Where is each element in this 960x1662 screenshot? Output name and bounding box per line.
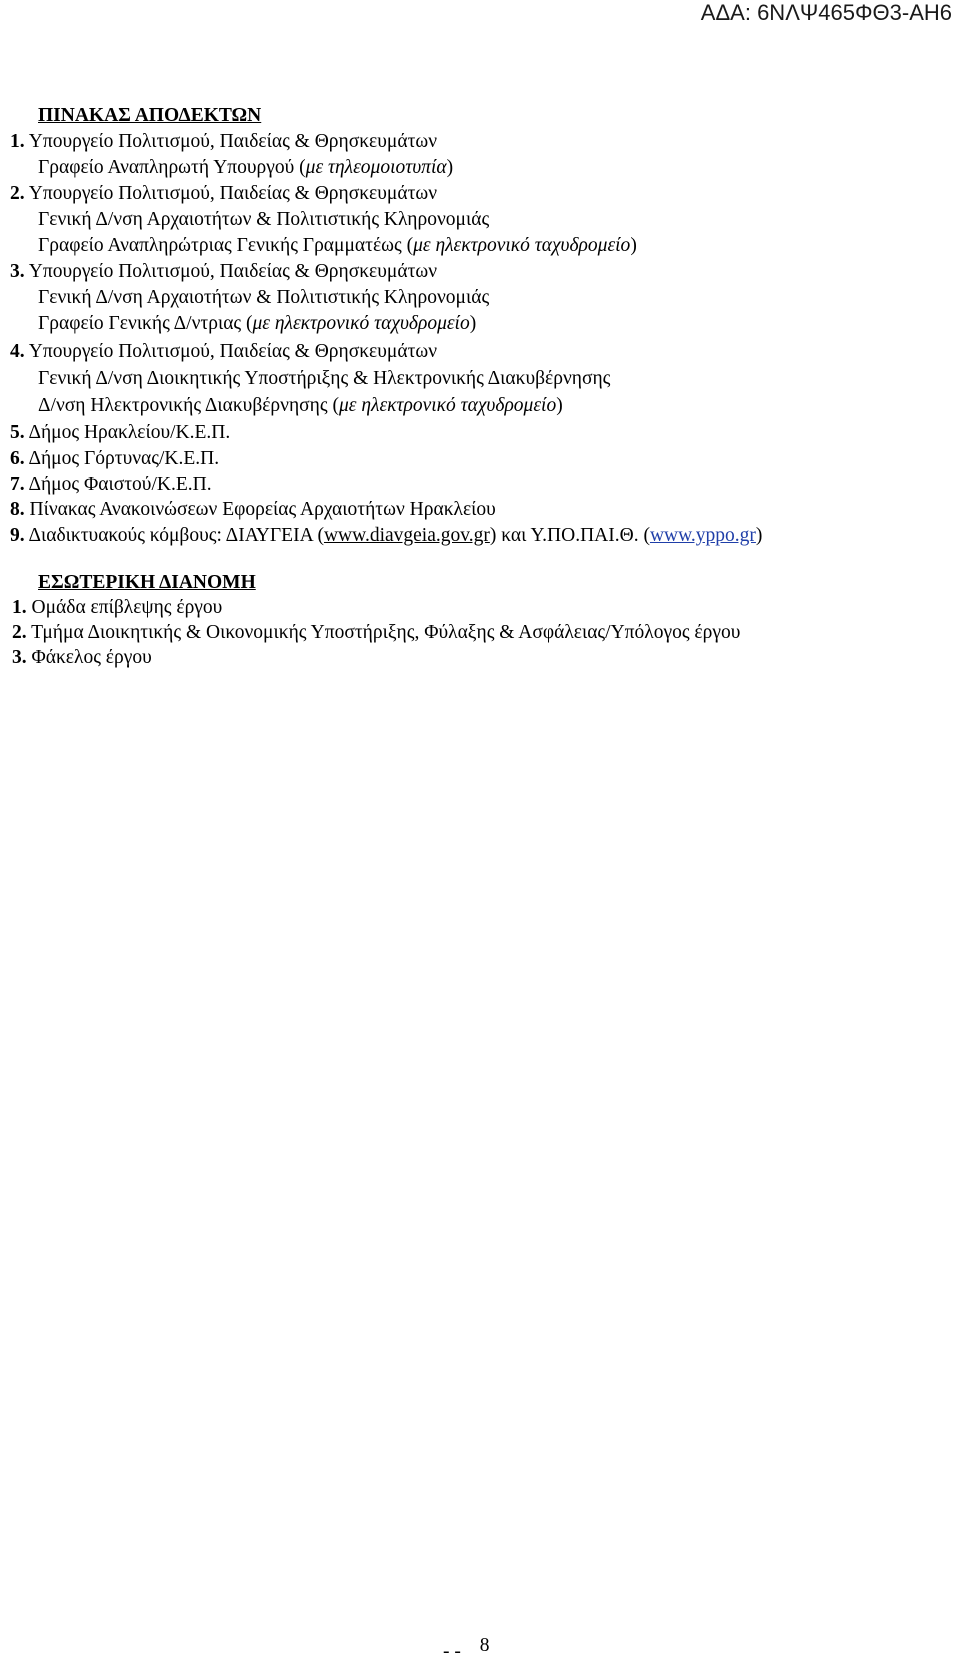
item-text: Γραφείο Αναπληρώτριας Γενικής Γραμματέως ( bbox=[38, 235, 414, 256]
item-text: ) bbox=[630, 235, 637, 256]
item-text: Τμήμα Διοικητικής & Οικονομικής Υποστήριξης, Φύλαξης & Ασφάλειας/Υπόλογος έργου bbox=[31, 622, 741, 643]
item-text: ) και Υ.ΠΟ.ΠΑΙ.Θ. ( bbox=[489, 525, 650, 546]
item-text: ) bbox=[556, 395, 563, 416]
list-item bbox=[10, 523, 762, 549]
item-text: Ομάδα επίβλεψης έργου bbox=[31, 597, 223, 618]
item-line: Γενική Δ/νση Αρχαιοτήτων & Πολιτιστικής Κληρονομιάς bbox=[38, 209, 490, 230]
item-line: Γενική Δ/νση Αρχαιοτήτων & Πολιτιστικής Κληρονομιάς bbox=[38, 287, 490, 308]
item-number: 3. bbox=[12, 647, 27, 668]
item-number: 9. bbox=[10, 525, 25, 546]
item-line bbox=[38, 393, 563, 419]
list-item bbox=[12, 645, 152, 671]
footer-dashes: - - bbox=[443, 1641, 461, 1662]
item-text: Πίνακας Ανακοινώσεων Εφορείας Αρχαιοτήτων Ηρακλείου bbox=[29, 499, 496, 520]
item-line: Υπουργείο Πολιτισμού, Παιδείας & Θρησκευμάτων bbox=[28, 341, 438, 362]
item-text: Διαδικτυακούς κόμβους: ΔΙΑΥΓΕΙΑ ( bbox=[28, 525, 324, 546]
item-number: 3. bbox=[10, 261, 25, 282]
list-item bbox=[10, 259, 437, 285]
item-number: 7. bbox=[10, 474, 25, 495]
internal-heading: ΕΣΩΤΕΡΙΚΗ ΔΙΑΝΟΜΗ bbox=[38, 572, 256, 593]
item-text: Γραφείο Αναπληρωτή Υπουργού ( bbox=[38, 157, 306, 178]
item-text: ) bbox=[446, 157, 454, 178]
list-item bbox=[10, 129, 437, 155]
list-item bbox=[10, 472, 212, 498]
delivery-note: με ηλεκτρονικό ταχυδρομείο bbox=[252, 313, 470, 334]
page-number: 8 bbox=[479, 1635, 490, 1656]
item-text: Γραφείο Γενικής Δ/ντριας ( bbox=[38, 313, 253, 334]
page-footer bbox=[443, 1633, 490, 1662]
item-line: Υπουργείο Πολιτισμού, Παιδείας & Θρησκευμάτων bbox=[28, 183, 438, 204]
item-number: 1. bbox=[12, 597, 27, 618]
item-number: 1. bbox=[10, 131, 25, 152]
delivery-note: με τηλεομοιοτυπία bbox=[305, 157, 447, 178]
yppo-link[interactable]: www.yppo.gr bbox=[649, 525, 756, 546]
item-text: Δ/νση Ηλεκτρονικής Διακυβέρνησης ( bbox=[38, 395, 339, 416]
item-number: 2. bbox=[10, 183, 25, 204]
item-text: ) bbox=[469, 313, 477, 334]
list-item bbox=[10, 497, 496, 523]
item-number: 2. bbox=[12, 622, 27, 643]
item-line: Υπουργείο Πολιτισμού, Παιδείας & Θρησκευμάτων bbox=[28, 261, 438, 282]
item-number: 5. bbox=[10, 422, 25, 443]
item-text: Δήμος Ηρακλείου/Κ.Ε.Π. bbox=[28, 422, 231, 443]
item-line bbox=[38, 311, 476, 337]
list-item bbox=[10, 446, 219, 472]
delivery-note: με ηλεκτρονικό ταχυδρομείο bbox=[338, 395, 557, 416]
list-item bbox=[10, 181, 437, 207]
ada-code: ΑΔΑ: 6ΝΛΨ465ΦΘ3-ΑΗ6 bbox=[700, 0, 952, 25]
item-number: 4. bbox=[10, 341, 25, 362]
item-line: Γενική Δ/νση Διοικητικής Υποστήριξης & Ηλεκτρονικής Διακυβέρνησης bbox=[38, 368, 611, 389]
item-text: Δήμος Φαιστού/Κ.Ε.Π. bbox=[28, 474, 212, 495]
list-item bbox=[10, 339, 437, 365]
delivery-note: με ηλεκτρονικό ταχυδρομείο bbox=[413, 235, 631, 256]
list-item bbox=[12, 620, 740, 646]
item-text: ) bbox=[755, 525, 763, 546]
item-text: Φάκελος έργου bbox=[31, 647, 152, 668]
item-line bbox=[38, 155, 453, 181]
item-text: Δήμος Γόρτυνας/Κ.Ε.Π. bbox=[28, 448, 220, 469]
diavgeia-link[interactable]: www.diavgeia.gov.gr bbox=[323, 525, 490, 546]
item-line: Υπουργείο Πολιτισμού, Παιδείας & Θρησκευμάτων bbox=[28, 131, 438, 152]
item-line bbox=[38, 233, 637, 259]
item-number: 6. bbox=[10, 448, 25, 469]
list-item bbox=[12, 595, 222, 621]
item-number: 8. bbox=[10, 499, 25, 520]
recipients-heading: ΠΙΝΑΚΑΣ ΑΠΟΔΕΚΤΩΝ bbox=[38, 105, 262, 126]
list-item bbox=[10, 420, 230, 446]
